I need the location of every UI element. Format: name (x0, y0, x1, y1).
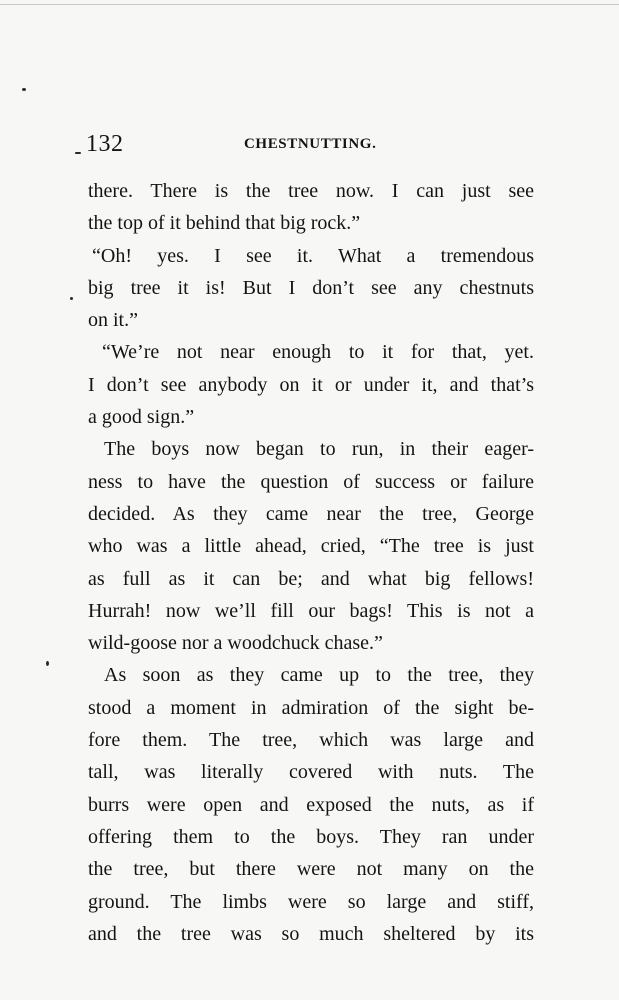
text-line: as full as it can be; and what big fellows! (88, 567, 534, 590)
text-line: Hurrah! now we’ll fill our bags! This is not a (88, 599, 534, 622)
text-line: and the tree was so much sheltered by its (88, 922, 534, 945)
text-line: there. There is the tree now. I can just see (88, 180, 534, 202)
text-line: the top of it behind that big rock.” (88, 212, 361, 235)
text-line: “Oh! yes. I see it. What a tremendous (92, 244, 534, 267)
print-speck (75, 152, 81, 154)
text-line: The boys now began to run, in their eager- (104, 438, 534, 461)
text-line: fore them. The tree, which was large and (88, 729, 534, 752)
text-line: big tree it is! But I don’t see any chestnuts (88, 276, 534, 299)
text-line: stood a moment in admiration of the sight be- (88, 696, 534, 719)
running-title: CHESTNUTTING. (244, 136, 377, 152)
text-line: burrs were open and exposed the nuts, as if (88, 793, 534, 816)
text-line: wild-goose nor a woodchuck chase.” (88, 632, 383, 655)
text-line: As soon as they came up to the tree, they (104, 664, 534, 687)
body-text (88, 175, 534, 950)
text-line: I don’t see anybody on it or under it, and that’s (88, 373, 534, 396)
text-line: who was a little ahead, cried, “The tree is just (88, 535, 534, 558)
text-line: ness to have the question of success or failure (88, 470, 534, 493)
print-speck (46, 661, 49, 666)
print-speck (22, 88, 26, 91)
text-line: tall, was literally covered with nuts. The (88, 761, 534, 784)
page-number: 132 (86, 131, 124, 157)
print-speck (70, 297, 73, 300)
text-line: the tree, but there were not many on the (88, 858, 534, 881)
text-line: “We’re not near enough to it for that, yet. (102, 341, 534, 364)
text-line: on it.” (88, 309, 138, 332)
page-top-edge (0, 0, 619, 5)
text-line: ground. The limbs were so large and stiff, (88, 890, 534, 913)
text-line: offering them to the boys. They ran under (88, 825, 534, 848)
running-head (86, 131, 536, 159)
text-line: a good sign.” (88, 406, 195, 429)
text-line: decided. As they came near the tree, George (88, 502, 534, 525)
